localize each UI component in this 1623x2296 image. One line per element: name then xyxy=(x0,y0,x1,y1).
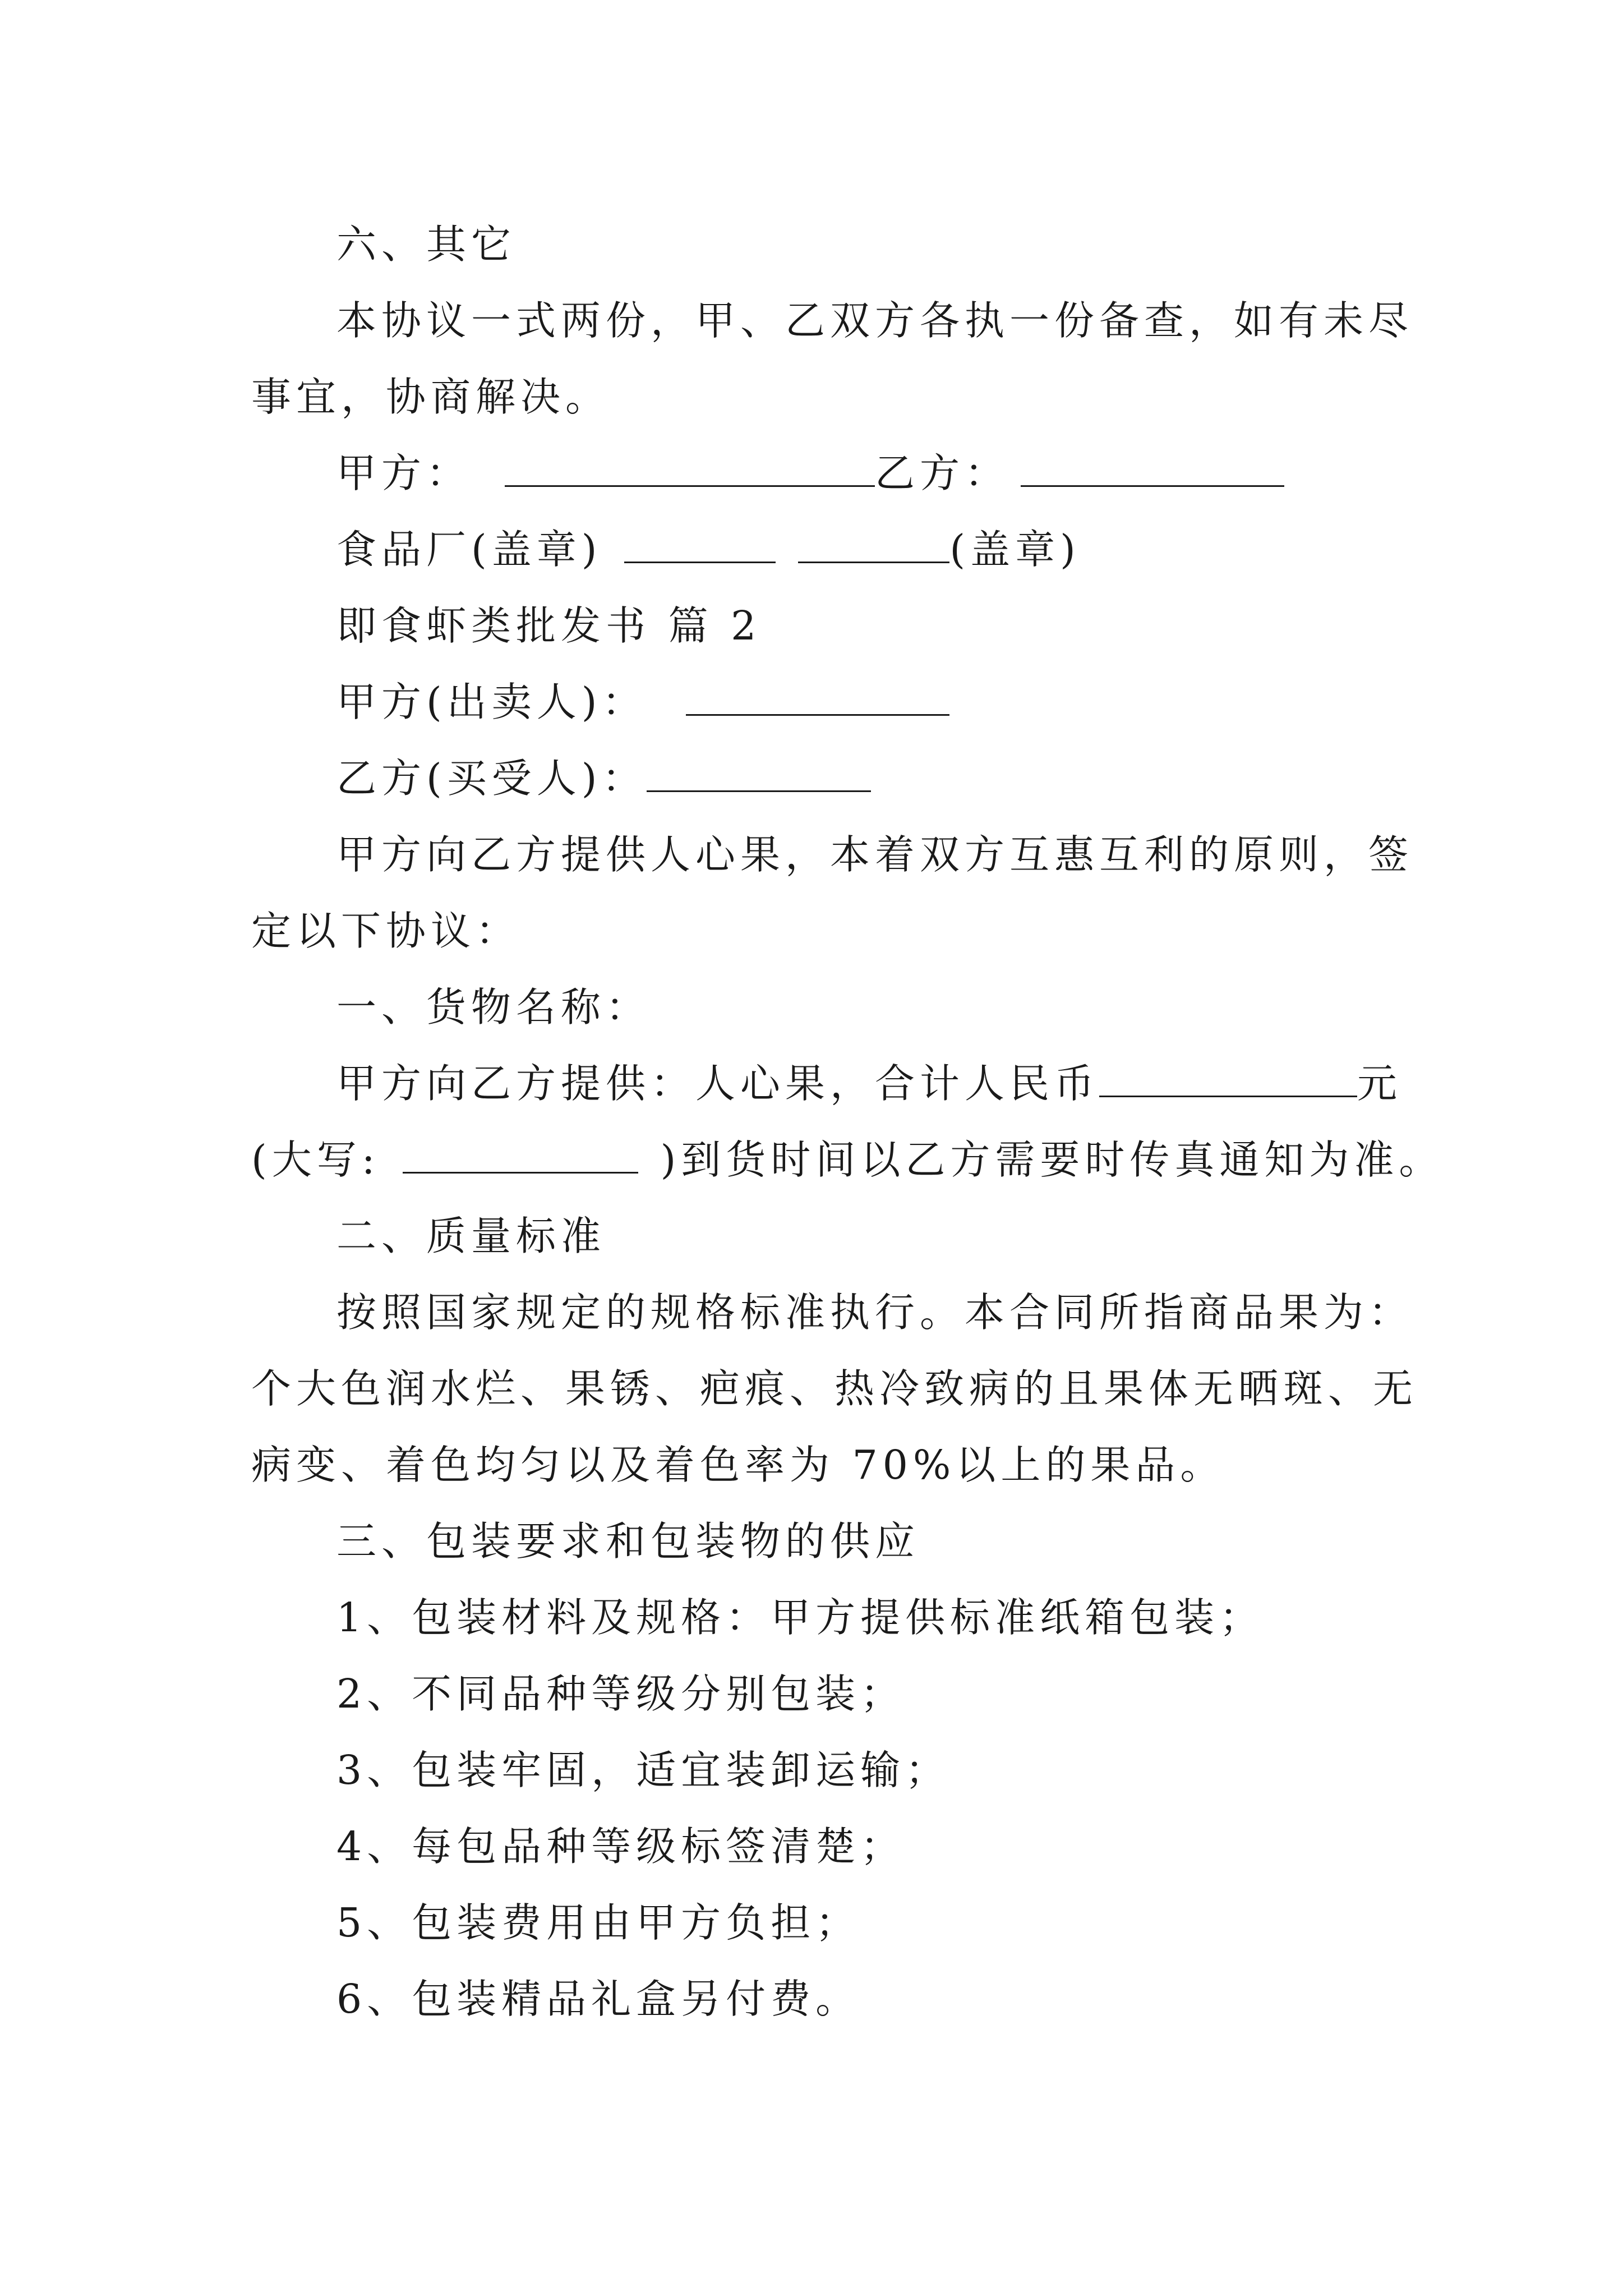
signature-line xyxy=(336,447,1284,500)
list-item: 5、包装费用由甲方负担； xyxy=(336,1899,861,1946)
delivery-text: )到货时间以乙方需要时传真通知为准。 xyxy=(660,1137,1444,1183)
paragraph: 按照国家规定的规格标准执行。本合同所指商品果为： xyxy=(336,1289,1414,1336)
factory-seal-label: 食品厂(盖章) xyxy=(336,526,602,573)
section-heading: 六、其它 xyxy=(336,221,517,268)
paragraph-continuation: 定以下协议： xyxy=(251,908,521,954)
party-b-label: 乙方： xyxy=(875,450,1010,496)
paragraph: 甲方向乙方提供人心果，本着双方互惠互利的原则，签 xyxy=(336,831,1414,878)
seller-blank xyxy=(686,680,949,716)
party-b-blank xyxy=(1021,452,1284,487)
party-a-blank xyxy=(505,452,875,487)
amount-words-line xyxy=(251,1133,1444,1187)
seal-blank-1 xyxy=(624,528,776,563)
list-item: 2、不同品种等级分别包装； xyxy=(336,1671,906,1717)
currency-unit: 元 xyxy=(1357,1060,1403,1107)
amount-label: 甲方向乙方提供：人心果，合计人民币 xyxy=(336,1060,1100,1107)
seal-line xyxy=(336,523,1081,577)
list-item: 3、包装牢固，适宜装卸运输； xyxy=(336,1747,951,1793)
buyer-line xyxy=(336,752,871,806)
buyer-blank xyxy=(647,757,871,792)
list-item: 4、每包品种等级标签清楚； xyxy=(336,1823,906,1870)
list-item: 1、包装材料及规格：甲方提供标准纸箱包装； xyxy=(336,1594,1265,1641)
amount-words-label: (大写: xyxy=(251,1137,380,1183)
article-title: 即食虾类批发书 篇 2 xyxy=(336,602,762,649)
paragraph-continuation: 个大色润水烂、果锈、疤痕、热冷致病的且果体无晒斑、无 xyxy=(251,1365,1418,1412)
amount-words-blank xyxy=(403,1138,638,1174)
seller-label: 甲方(出卖人)： xyxy=(336,679,647,725)
paragraph-continuation: 事宜，协商解决。 xyxy=(251,374,611,420)
list-item: 6、包装精品礼盒另付费。 xyxy=(336,1976,861,2022)
seal-label: (盖章) xyxy=(949,526,1081,573)
seal-blank-2 xyxy=(798,528,949,563)
section-heading: 二、质量标准 xyxy=(336,1213,606,1259)
paragraph: 本协议一式两份，甲、乙双方各执一份备查，如有未尽 xyxy=(336,297,1414,344)
paragraph-continuation: 病变、着色均匀以及着色率为 70%以上的果品。 xyxy=(251,1442,1225,1488)
amount-line xyxy=(336,1057,1402,1111)
section-heading: 一、货物名称： xyxy=(336,984,651,1030)
buyer-label: 乙方(买受人)： xyxy=(336,755,647,802)
section-heading: 三、包装要求和包装物的供应 xyxy=(336,1518,920,1565)
amount-blank xyxy=(1099,1062,1357,1097)
seller-line xyxy=(336,675,949,729)
party-a-label: 甲方： xyxy=(336,450,472,496)
